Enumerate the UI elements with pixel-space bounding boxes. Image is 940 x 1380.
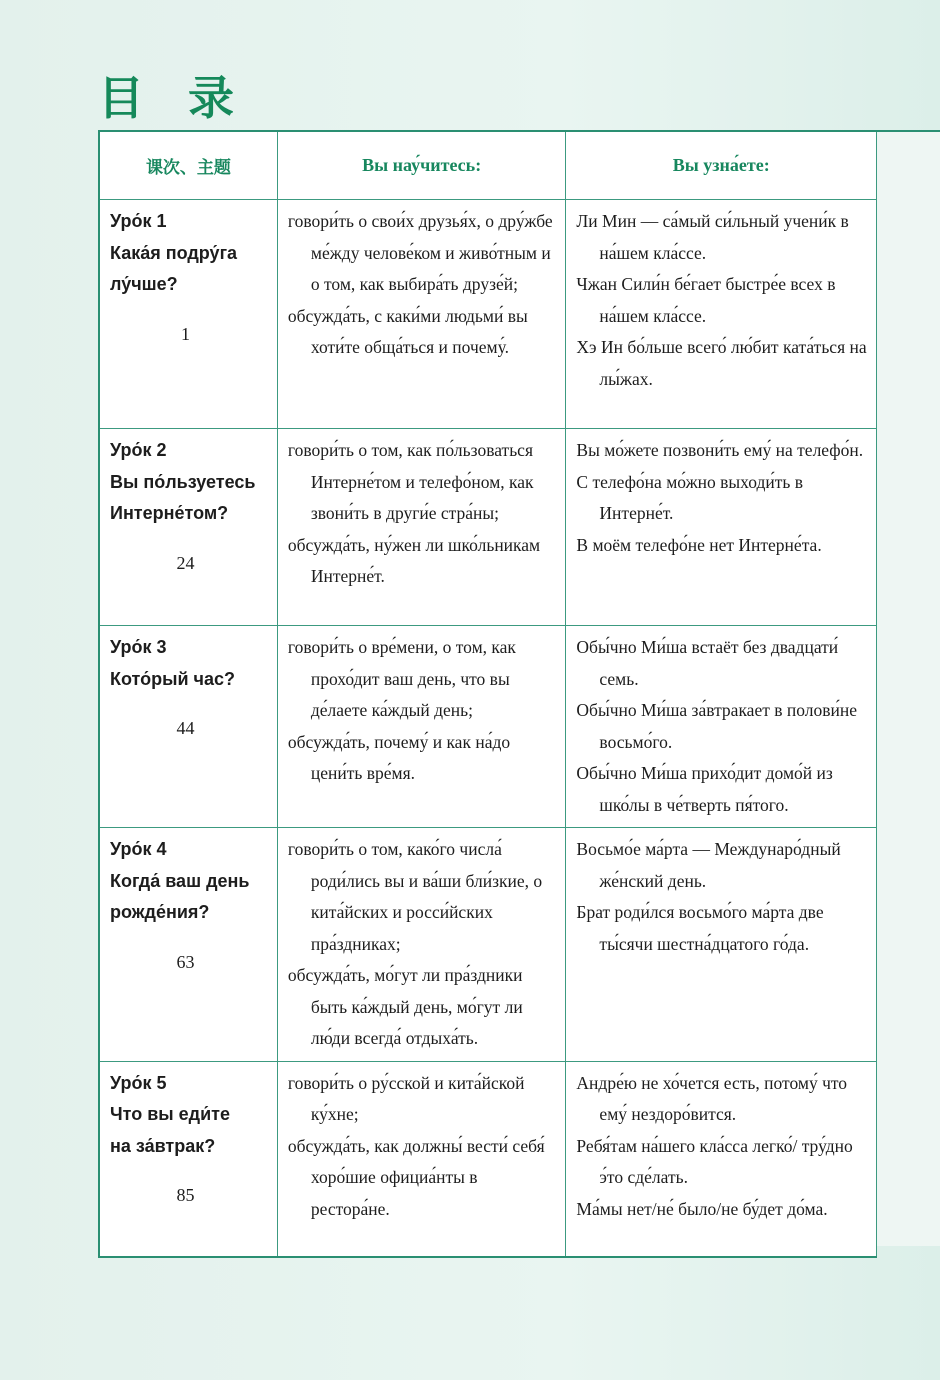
- know-item: Вы мо́жете позвони́ть ему́ на телефо́н.: [576, 440, 864, 460]
- know-item: Обы́чно Ми́ша за́втракает в полови́не восьмо́го.: [576, 700, 858, 752]
- header-you-will-learn: Вы нау́читесь:: [277, 131, 566, 200]
- lesson-cell: [99, 1061, 277, 1257]
- know-item: С телефо́на мо́жно выходи́ть в Интерне́т.: [576, 471, 804, 523]
- lesson-cell: [99, 828, 277, 1062]
- know-cell: [566, 1061, 877, 1257]
- learn-cell: [277, 828, 566, 1062]
- lesson-row: [99, 828, 877, 1062]
- learn-item: говори́ть о вре́мени, о том, как прохо́дит ваш день, что вы де́лаете ка́ждый день;: [287, 637, 516, 720]
- lesson-title-line: рожде́ния?: [110, 902, 210, 922]
- know-cell: [566, 200, 877, 429]
- lesson-title-line: Уро́к 5: [110, 1072, 167, 1093]
- know-item: Ли Мин — са́мый си́льный учени́к в на́шем кла́ссе.: [576, 211, 849, 263]
- learn-item: говори́ть о ру́сской и кита́йской ку́хне;: [287, 1072, 525, 1124]
- lesson-title-line: Когда́ ваш день: [110, 870, 250, 891]
- know-item: Обы́чно Ми́ша прихо́дит домо́й из шко́лы в че́тверть пя́того.: [576, 763, 833, 815]
- page-number[interactable]: 63: [176, 951, 195, 972]
- lesson-row: [99, 429, 877, 626]
- learn-item: обсужда́ть, как должны́ вести́ себя́ хоро́шие официа́нты в рестора́не.: [287, 1135, 545, 1219]
- lesson-title-line: Кака́я подру́га: [110, 242, 238, 263]
- lesson-title-line: Интерне́том?: [110, 503, 229, 523]
- learn-item: обсужда́ть, ну́жен ли шко́льникам Интерне́т.: [287, 534, 541, 586]
- page-title: 目 录: [98, 71, 249, 125]
- header-you-will-know: Вы узна́ете:: [566, 131, 877, 200]
- lesson-row: [99, 1061, 877, 1257]
- page-number[interactable]: 1: [180, 323, 190, 344]
- know-item: Обы́чно Ми́ша встаёт без двадцати́ семь.: [576, 637, 839, 689]
- lesson-title-line: Уро́к 1: [110, 211, 167, 231]
- lesson-title-line: Уро́к 2: [110, 440, 167, 460]
- lesson-row: [99, 626, 877, 828]
- lesson-title-line: лу́чше?: [110, 274, 178, 294]
- lesson-title-line: на за́втрак?: [110, 1135, 216, 1156]
- know-item: Андре́ю не хо́чется есть, потому́ что ему́ нездоро́вится.: [576, 1072, 848, 1124]
- learn-item: говори́ть о том, как по́льзоваться Интерне́том и телефо́ном, как звони́ть в други́е стра́ны;: [287, 440, 534, 523]
- learn-cell: [277, 200, 566, 429]
- know-cell: [566, 828, 877, 1062]
- learn-item: говори́ть о свои́х друзья́х, о дру́жбе ме́жду челове́ком и живо́тным и о том, как выбира́ть друзе́й;: [287, 211, 553, 294]
- contents-table: [98, 130, 877, 1258]
- lesson-title-line: Уро́к 3: [110, 637, 167, 657]
- learn-cell: [277, 429, 566, 626]
- lesson-cell: [99, 429, 277, 626]
- page-number[interactable]: 44: [176, 718, 195, 738]
- learn-cell: [277, 626, 566, 828]
- learn-item: обсужда́ть, почему́ и как на́до цени́ть вре́мя.: [287, 731, 511, 783]
- learn-item: обсужда́ть, с каки́ми людьми́ вы хоти́те обща́ться и почему́.: [287, 305, 528, 357]
- lesson-title-line: Вы по́льзуетесь: [110, 471, 256, 492]
- know-item: Ребя́там на́шего кла́сса легко́/ тру́дно э́то сде́лать.: [576, 1135, 853, 1187]
- know-item: Чжан Сили́н бе́гает быстре́е всех в на́шем кла́ссе.: [576, 274, 836, 326]
- know-item: Ма́мы нет/не́ было/не бу́дет до́ма.: [576, 1198, 828, 1219]
- page-number[interactable]: 85: [176, 1185, 195, 1205]
- lesson-cell: [99, 200, 277, 429]
- page-edge: [877, 130, 940, 1246]
- learn-item: говори́ть о том, како́го числа́ роди́лись вы и ва́ши бли́зкие, о кита́йских и росси́йских пра́здниках;: [287, 839, 543, 954]
- page-number[interactable]: 24: [176, 552, 195, 573]
- header-lesson-topic: 课次、主题: [99, 131, 277, 200]
- know-cell: [566, 429, 877, 626]
- lesson-title-line: Что вы еди́те: [110, 1104, 230, 1124]
- know-item: Хэ Ин бо́льше всего́ лю́бит ката́ться на лы́жах.: [576, 337, 867, 389]
- know-cell: [566, 626, 877, 828]
- know-item: Брат роди́лся восьмо́го ма́рта две ты́сячи шестна́дцатого го́да.: [576, 902, 824, 954]
- know-item: Восьмо́е ма́рта — Междунаро́дный же́нский день.: [576, 839, 841, 891]
- lesson-cell: [99, 626, 277, 828]
- lesson-title-line: Уро́к 4: [110, 839, 167, 859]
- learn-cell: [277, 1061, 566, 1257]
- know-item: В моём телефо́не нет Интерне́та.: [576, 534, 822, 555]
- table-header-row: [99, 131, 877, 200]
- lesson-title-line: Кото́рый час?: [110, 668, 236, 689]
- learn-item: обсужда́ть, мо́гут ли пра́здники быть ка́ждый день, мо́гут ли лю́ди всегда́ отдыха́ть.: [287, 965, 523, 1048]
- lesson-row: [99, 200, 877, 429]
